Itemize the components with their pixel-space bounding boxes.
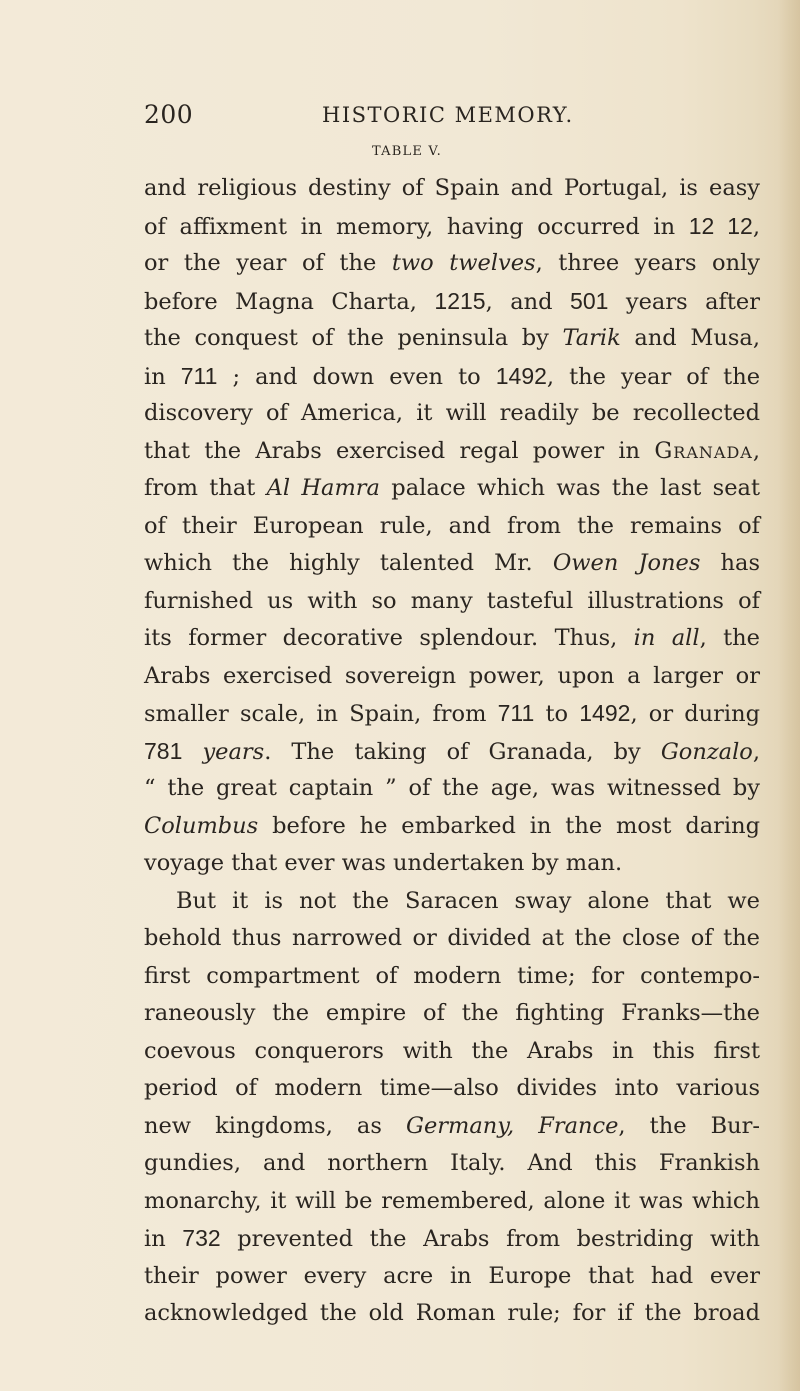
text-line: which the highly talented Mr. Owen Jones has [144, 550, 760, 576]
text-line: first compartment of modern time; for contempo- [144, 962, 760, 989]
year-number: 1492 [579, 700, 631, 726]
italic-name: Al Hamra [266, 475, 380, 501]
text-line: and religious destiny of Spain and Portugal, is easy [144, 175, 760, 201]
text-line: acknowledged the old Roman rule; for if the broad [144, 1300, 760, 1326]
year-number: 12 12 [688, 212, 753, 239]
running-title: HISTORIC MEMORY. [322, 103, 574, 127]
year-number: 711 [497, 700, 535, 726]
text-line: that the Arabs exercised regal power in Granada, [144, 437, 760, 464]
italic-name: Gonzalo [660, 738, 753, 765]
text-line: the conquest of the peninsula by Tarik and Musa, [144, 325, 760, 351]
page-number: 200 [144, 100, 194, 129]
text-line: 781 years. The taking of Granada, by Gonzalo, [144, 737, 760, 765]
italic-word: years [202, 738, 265, 765]
text-line: of their European rule, and from the remains of [144, 512, 760, 539]
text-line: Columbus before he embarked in the most daring [144, 812, 760, 839]
text-line: raneously the empire of the fighting Franks—the [144, 1000, 760, 1026]
text-line: coevous conquerors with the Arabs in this first [144, 1037, 760, 1064]
text-line: its former decorative splendour. Thus, in all, the [144, 625, 760, 651]
italic-phrase: two twelves [391, 250, 536, 276]
year-number: 1492 [495, 362, 547, 389]
text-line: Arabs exercised sovereign power, upon a larger or [144, 662, 760, 689]
text-line: discovery of America, it will readily be recollected [144, 400, 760, 426]
year-number: 732 [182, 1225, 221, 1251]
italic-name: Owen Jones [552, 550, 701, 576]
body-text [144, 170, 760, 1333]
year-number: 1215 [434, 287, 486, 314]
year-number: 781 [144, 737, 183, 764]
text-line: in 711 ; and down even to 1492, the year of the [144, 362, 761, 390]
page-header [144, 100, 744, 140]
text-line: their power every acre in Europe that had ever [144, 1262, 760, 1289]
italic-name: Columbus [144, 812, 259, 839]
italic-name: Tarik [562, 325, 621, 351]
table-label: TABLE V. [372, 144, 443, 159]
text-line: new kingdoms, as Germany, France, the Bur- [144, 1112, 760, 1139]
text-line: But it is not the Saracen sway alone that we [176, 887, 760, 914]
text-line: smaller scale, in Spain, from 711 to 1492, or during [144, 700, 760, 727]
text-line: in 732 prevented the Arabs from bestriding with [144, 1225, 760, 1252]
year-number: 501 [570, 287, 609, 314]
text-line: period of modern time—also divides into various [144, 1075, 760, 1101]
text-line: “ the great captain ” of the age, was witnessed by [144, 775, 760, 801]
text-line: furnished us with so many tasteful illustrations of [144, 587, 760, 614]
text-line: before Magna Charta, 1215, and 501 years after [144, 287, 760, 315]
italic-places: Germany, France [405, 1112, 619, 1139]
text-line: monarchy, it will be remembered, alone it was which [144, 1187, 760, 1214]
text-line: from that Al Hamra palace which was the last seat [144, 475, 760, 501]
text-line: voyage that ever was undertaken by man. [144, 850, 623, 876]
text-line: or the year of the two twelves, three years only [144, 250, 760, 276]
text-line: of affixment in memory, having occurred in 12 12, [144, 212, 760, 240]
small-caps-place: Granada [654, 437, 753, 464]
text-line: behold thus narrowed or divided at the close of the [144, 925, 760, 951]
page-edge-shadow [778, 0, 800, 1391]
text-line: gundies, and northern Italy. And this Frankish [144, 1150, 760, 1176]
year-number: 711 [180, 362, 218, 389]
italic-phrase: in all [633, 625, 700, 651]
